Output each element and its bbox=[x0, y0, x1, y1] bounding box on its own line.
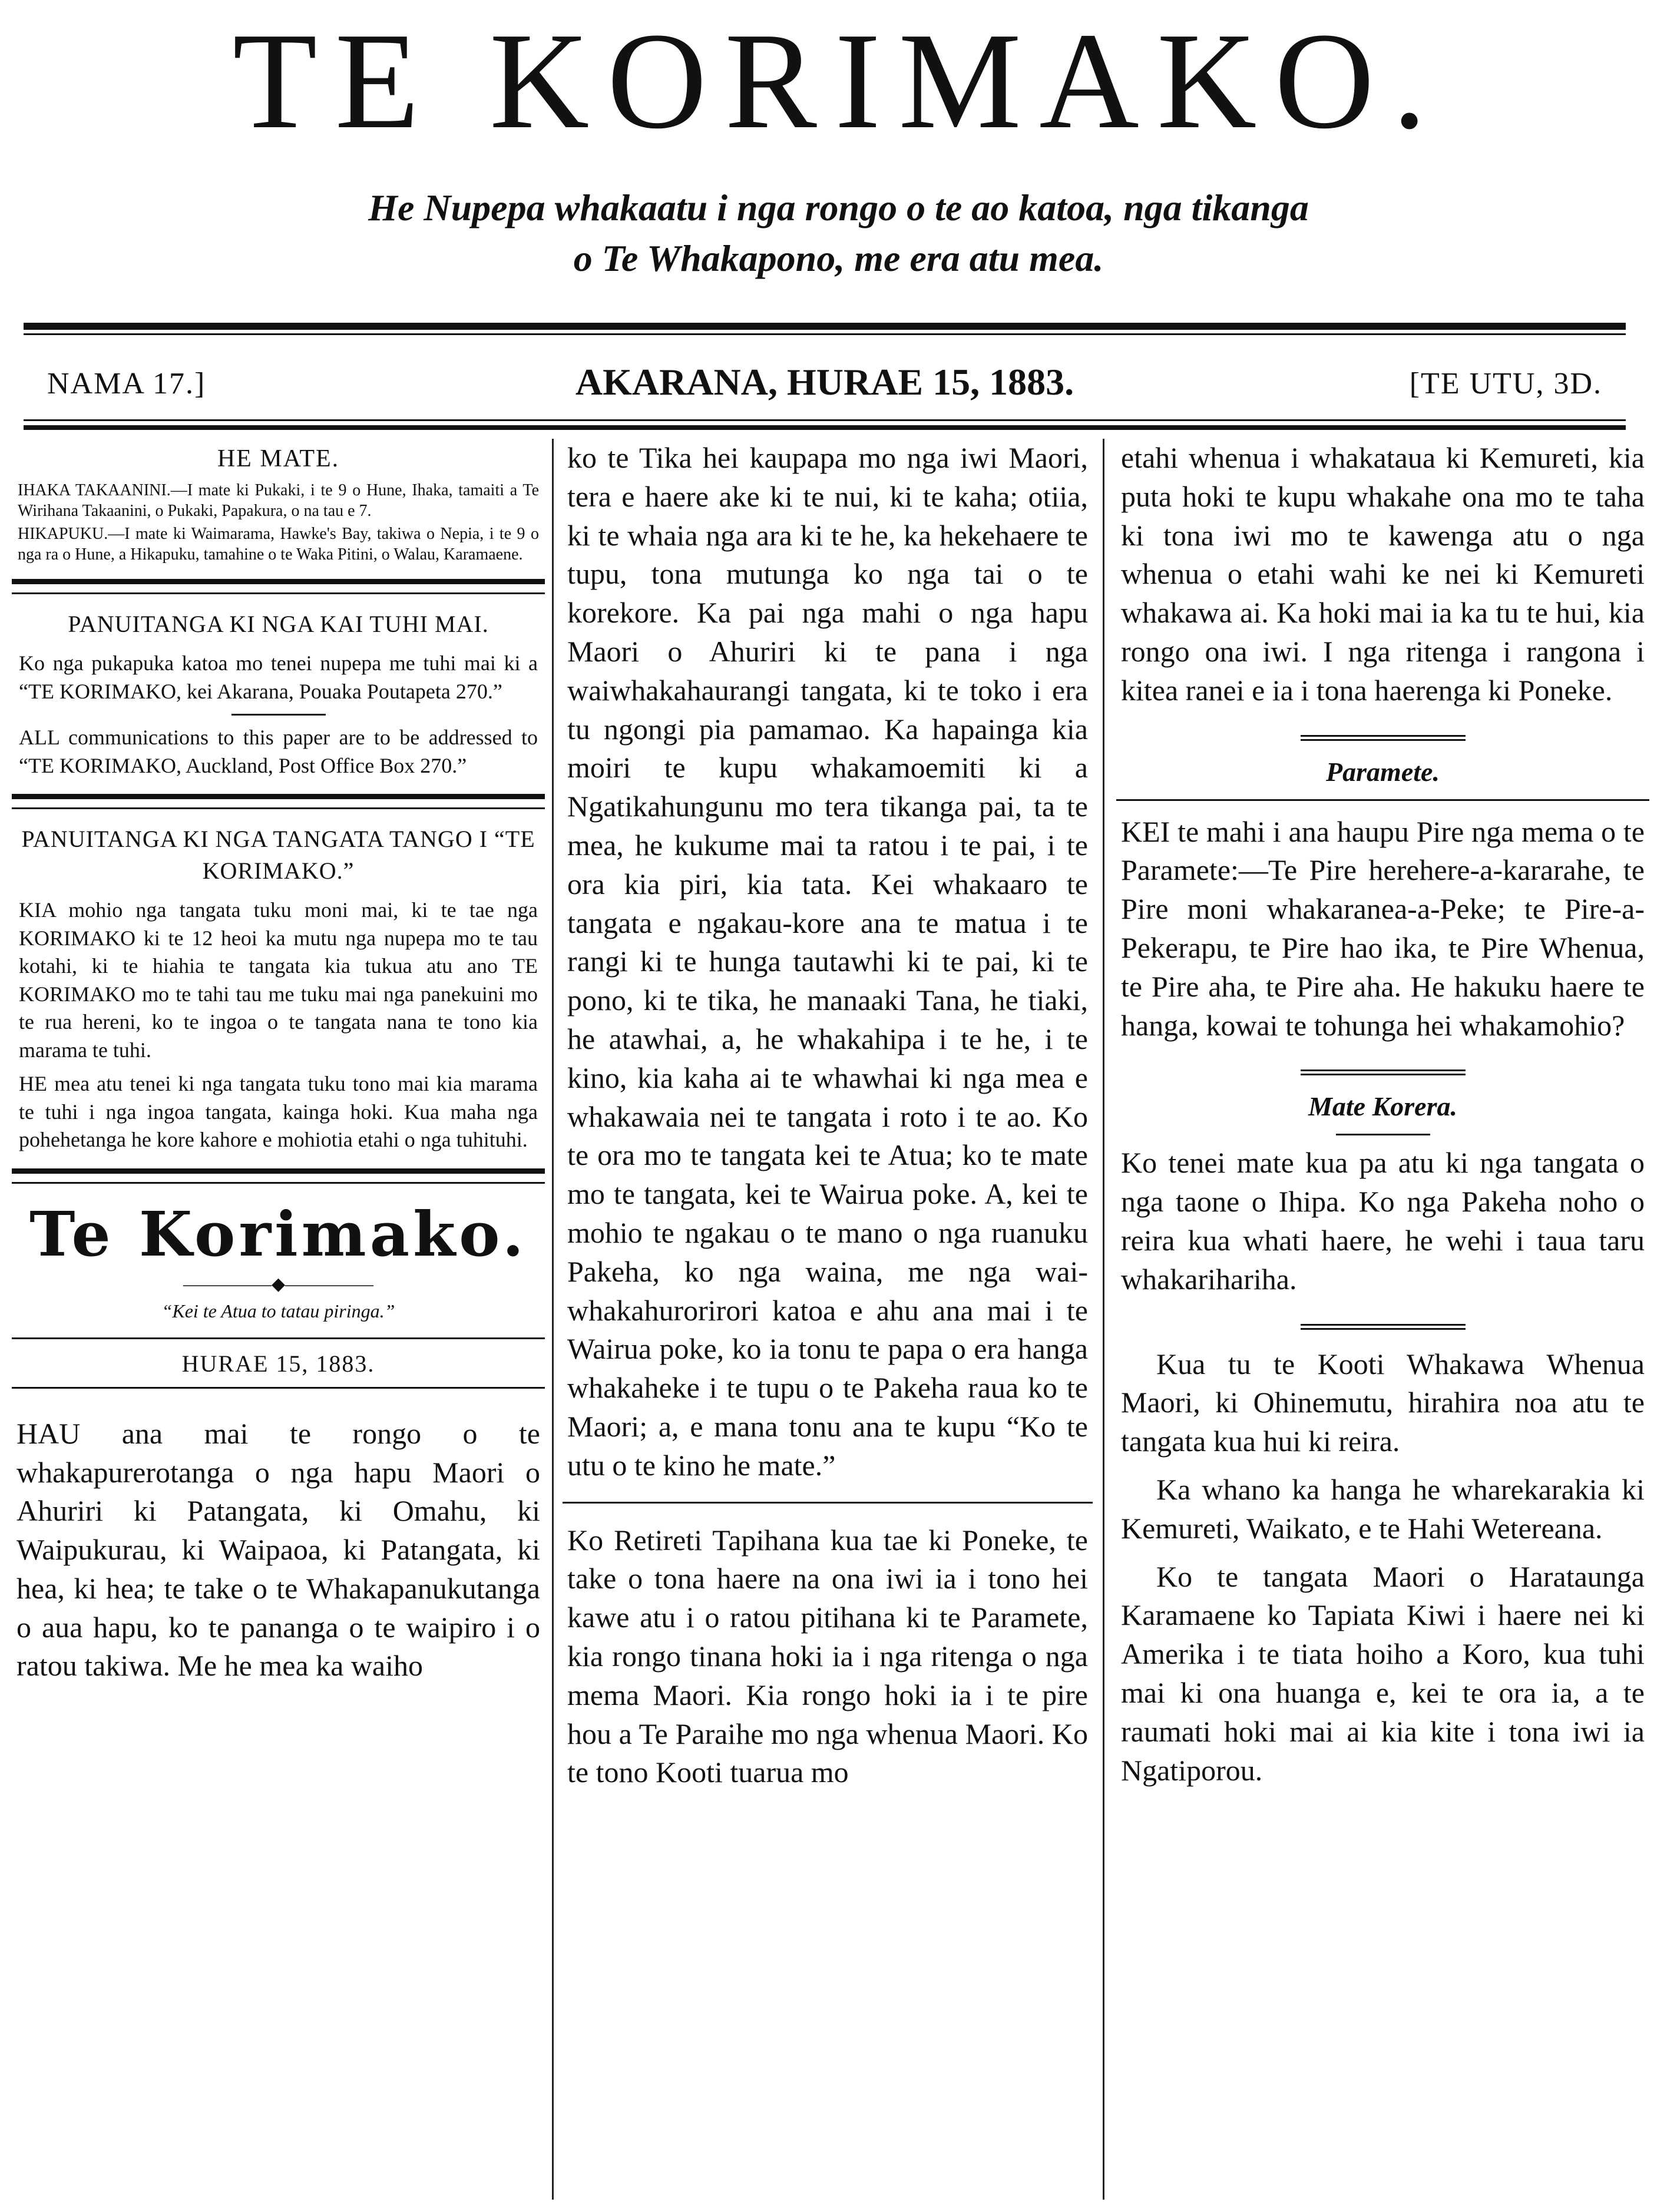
column-3 bbox=[1116, 439, 1649, 2200]
dateline: AKARANA, HURAE 15, 1883. bbox=[575, 361, 1074, 403]
haratau-article: Ko te tangata Maori o Harataunga Karamaene ko Tapiata Kiwi i haere nei ki Amerika i te tiata hoiho a Koro, kua tuhi mai ki ona huanga e, kei te ora ia, a te raumati hoki mai ai kia kite i tona iwi ia Ngatiporou. bbox=[1121, 1559, 1645, 1787]
editorial-date: HURAE 15, 1883. bbox=[181, 1350, 375, 1377]
column-divider-1 bbox=[552, 439, 554, 2200]
issue-rule-thin bbox=[24, 419, 1626, 421]
header-rule-thick bbox=[24, 323, 1626, 330]
paramete-heading: Paramete. bbox=[1326, 756, 1440, 787]
notice-subscribers-heading: PANUITANGA KI NGA TANGATA TANGO I “TE KORIMAKO.” bbox=[21, 826, 535, 885]
section-rule bbox=[1301, 735, 1466, 741]
notice-subscribers-para-1: KIA mohio nga tangata tuku moni mai, ki te tae nga KORIMAKO ki te 12 heoi ka mutu nga nupepa mo te tau kotahi, ki te hiahia te tangata kia tukua atu ano TE KORIMAKO mo te tahi tau me tuku mai nga panekuini mo te rua hereni, ko te ingoa o te tangata nana te tono kia marama te tuhi. bbox=[19, 898, 538, 1062]
deaths-heading: HE MATE. bbox=[217, 445, 340, 472]
section-rule bbox=[12, 794, 545, 809]
paper-name-blackletter: Te Korimako. bbox=[29, 1197, 527, 1270]
paper-motto: “Kei te Atua to tatau piringa.” bbox=[161, 1300, 395, 1322]
notice-writers-english: ALL communications to this paper are to be addressed to “TE KORIMAKO, Auckland, Post Office Box 270.” bbox=[19, 726, 538, 777]
header-rule-thin bbox=[24, 333, 1626, 335]
issue-rule-thick bbox=[24, 425, 1626, 430]
editorial-rule bbox=[12, 1387, 545, 1389]
notice-writers-maori: Ko nga pukapuka katoa mo tenei nupepa me tuhi mai ki a “TE KORIMAKO, kei Akarana, Pouaka Poutapeta 270.” bbox=[19, 651, 538, 703]
issue-number: NAMA 17.] bbox=[47, 367, 206, 400]
masthead-subtitle bbox=[118, 183, 1559, 284]
subtitle-line-2: o Te Whakapono, me era atu mea. bbox=[573, 237, 1104, 280]
tapihana-article: Ko Retireti Tapihana kua tae ki Poneke, te take o tona haere na ona iwi ia i tono hei kawe atu i o ratou pitihana ki te Paramete, kia rongo tinana hoki ia i nga ritenga o nga mema Maori. Kia rongo hoki ia i te pire hou a Te Paraihe mo nga whenua Maori. Ko te tono Kooti tuarua mo bbox=[567, 1523, 1088, 1789]
notice-writers-heading: PANUITANGA KI NGA KAI TUHI MAI. bbox=[68, 611, 489, 637]
mate-korera-article: Ko tenei mate kua pa atu ki nga tangata o nga taone o Ihipa. Ko nga Pakeha noho o reira kua whati haere, he wehi i taua taru whakarihariha. bbox=[1121, 1146, 1645, 1296]
short-rule bbox=[231, 714, 326, 716]
masthead-title: TE KORIMAKO. bbox=[232, 4, 1445, 157]
section-rule bbox=[12, 1168, 545, 1184]
notice-subscribers-para-2: HE mea atu tenei ki nga tangata tuku tono mai kia marama te tuhi i nga ingoa tangata, kainga hoki. Kua maha nga pohehetanga he kore kahore e mohiotia etahi o nga tuhituhi. bbox=[19, 1072, 538, 1152]
motto-rule bbox=[12, 1337, 545, 1339]
section-rule bbox=[1301, 1069, 1466, 1075]
short-rule bbox=[1336, 1134, 1430, 1135]
column-2 bbox=[563, 439, 1093, 2200]
paramete-article: KEI te mahi i ana haupu Pire nga mema o te Paramete:—Te Pire herehere-a-kararahe, te Pire moni whakaranea-a-Peke; te Pire-a-Pekerapu, te Pire hao ika, te Pire Whenua, te Pire aha, te Pire aha. He hakuku haere te hanga, kowai te tohunga hei whakamohio? bbox=[1121, 814, 1645, 1042]
death-notice-2: HIKAPUKU.—I mate ki Waimarama, Hawke's Bay, takiwa o Nepia, i te 9 o nga ra o Hune, a Hikapuku, tamahine o te Waka Pitini, o Walau, Karamaene. bbox=[18, 525, 539, 564]
ornament-divider: —————◆————— bbox=[183, 1274, 374, 1294]
column-1 bbox=[12, 439, 545, 2200]
editorial-text: HAU ana mai te rongo o te whakapurerotanga o nga hapu Maori o Ahuriri ki Patangata, ki Omahu, ki Waipukurau, ki Waipaoa, ki Patangata, ki hea, ki hea; te take o te Whakapanukutanga o aua hapu, ko te pananga o te waipiro i o ratou takiwa. Me he mea ka waiho bbox=[16, 1416, 540, 1683]
subtitle-line-1: He Nupepa whakaatu i nga rongo o te ao katoa, nga tikanga bbox=[368, 187, 1309, 229]
mate-korera-heading: Mate Korera. bbox=[1308, 1091, 1457, 1122]
whare-article: Ka whano ka hanga he wharekarakia ki Kemureti, Waikato, e te Hahi Wetereana. bbox=[1121, 1472, 1645, 1545]
issue-bar bbox=[35, 353, 1614, 406]
heading-rule bbox=[1116, 799, 1649, 801]
editorial-continued: ko te Tika hei kaupapa mo nga iwi Maori, tera e haere ake ki te nui, ki te kaha; otiia, ki te whaia nga ara ki te he, ka hekehaere te tupu, tona mutunga ko nga tai o te korekore. Ka pai nga mahi o nga hapu Maori o Ahuriri ki te pana i nga waiwhakahaurangi tangata, ki te toko i era tu ngongi pia pamamao. Ka hapainga kia moiri te kupu whakamoemiti ki a Ngatikahungunu mo tera tikanga pai, ta te mea, he kukume mai ta ratou i te pai, i te ora kia piri, kia tata. Kei whakaaro te tangata e ngakau-kore ana te matua i te rangi ki te hunga tautawhi ki te pai, ki te pono, ki te tika, he manaaki Tana, he tiaki, he atawhai, a, he whakahipa i te he, i te kino, kia kaha ai te whawhai ki nga mea e whakawaia nei te tangata i roto i te ao. Ko te ora mo te tangata kei te Atua; ko te mate mo te tangata, kei te Wairua poke. A, kei te mohio te ngakau o te mano o nga ruanuku Pakeha, ko nga waina, me nga wai-whakahurorirori katoa e ahu ana mai i te Wairua poke, ko ia tonu te papa o era hanga whakaheke i te tupu o te Pakeha raua ko te Maori; a, e mana tonu ana te kupu “Ko te utu o te kino he mate.” bbox=[567, 441, 1088, 1482]
column-rule bbox=[563, 1502, 1093, 1504]
death-notice-1: IHAKA TAKAANINI.—I mate ki Pukaki, i te 9 o Hune, Ihaka, tamaiti a Te Wirihana Takaanini, o Pukaki, Papakura, o na tau e 7. bbox=[18, 481, 539, 520]
section-rule bbox=[12, 579, 545, 594]
price: [TE UTU, 3D. bbox=[1409, 367, 1602, 400]
section-rule bbox=[1301, 1324, 1466, 1330]
tapihana-continued: etahi whenua i whakataua ki Kemureti, kia puta hoki te kupu whakahe ona mo te taha ki tona iwi mo te kawenga atu o nga whenua o etahi wahi ke nei ki Kemureti whakawa ai. Ka hoki mai ia ka tu te hui, kia rongo ona iwi. I nga ritenga i rangona i kitea ranei e ia i tona haerenga ki Poneke. bbox=[1121, 441, 1645, 707]
column-divider-2 bbox=[1103, 439, 1104, 2200]
kooti-article: Kua tu te Kooti Whakawa Whenua Maori, ki Ohinemutu, hirahira noa atu te tangata kua hui ki reira. bbox=[1121, 1347, 1645, 1458]
